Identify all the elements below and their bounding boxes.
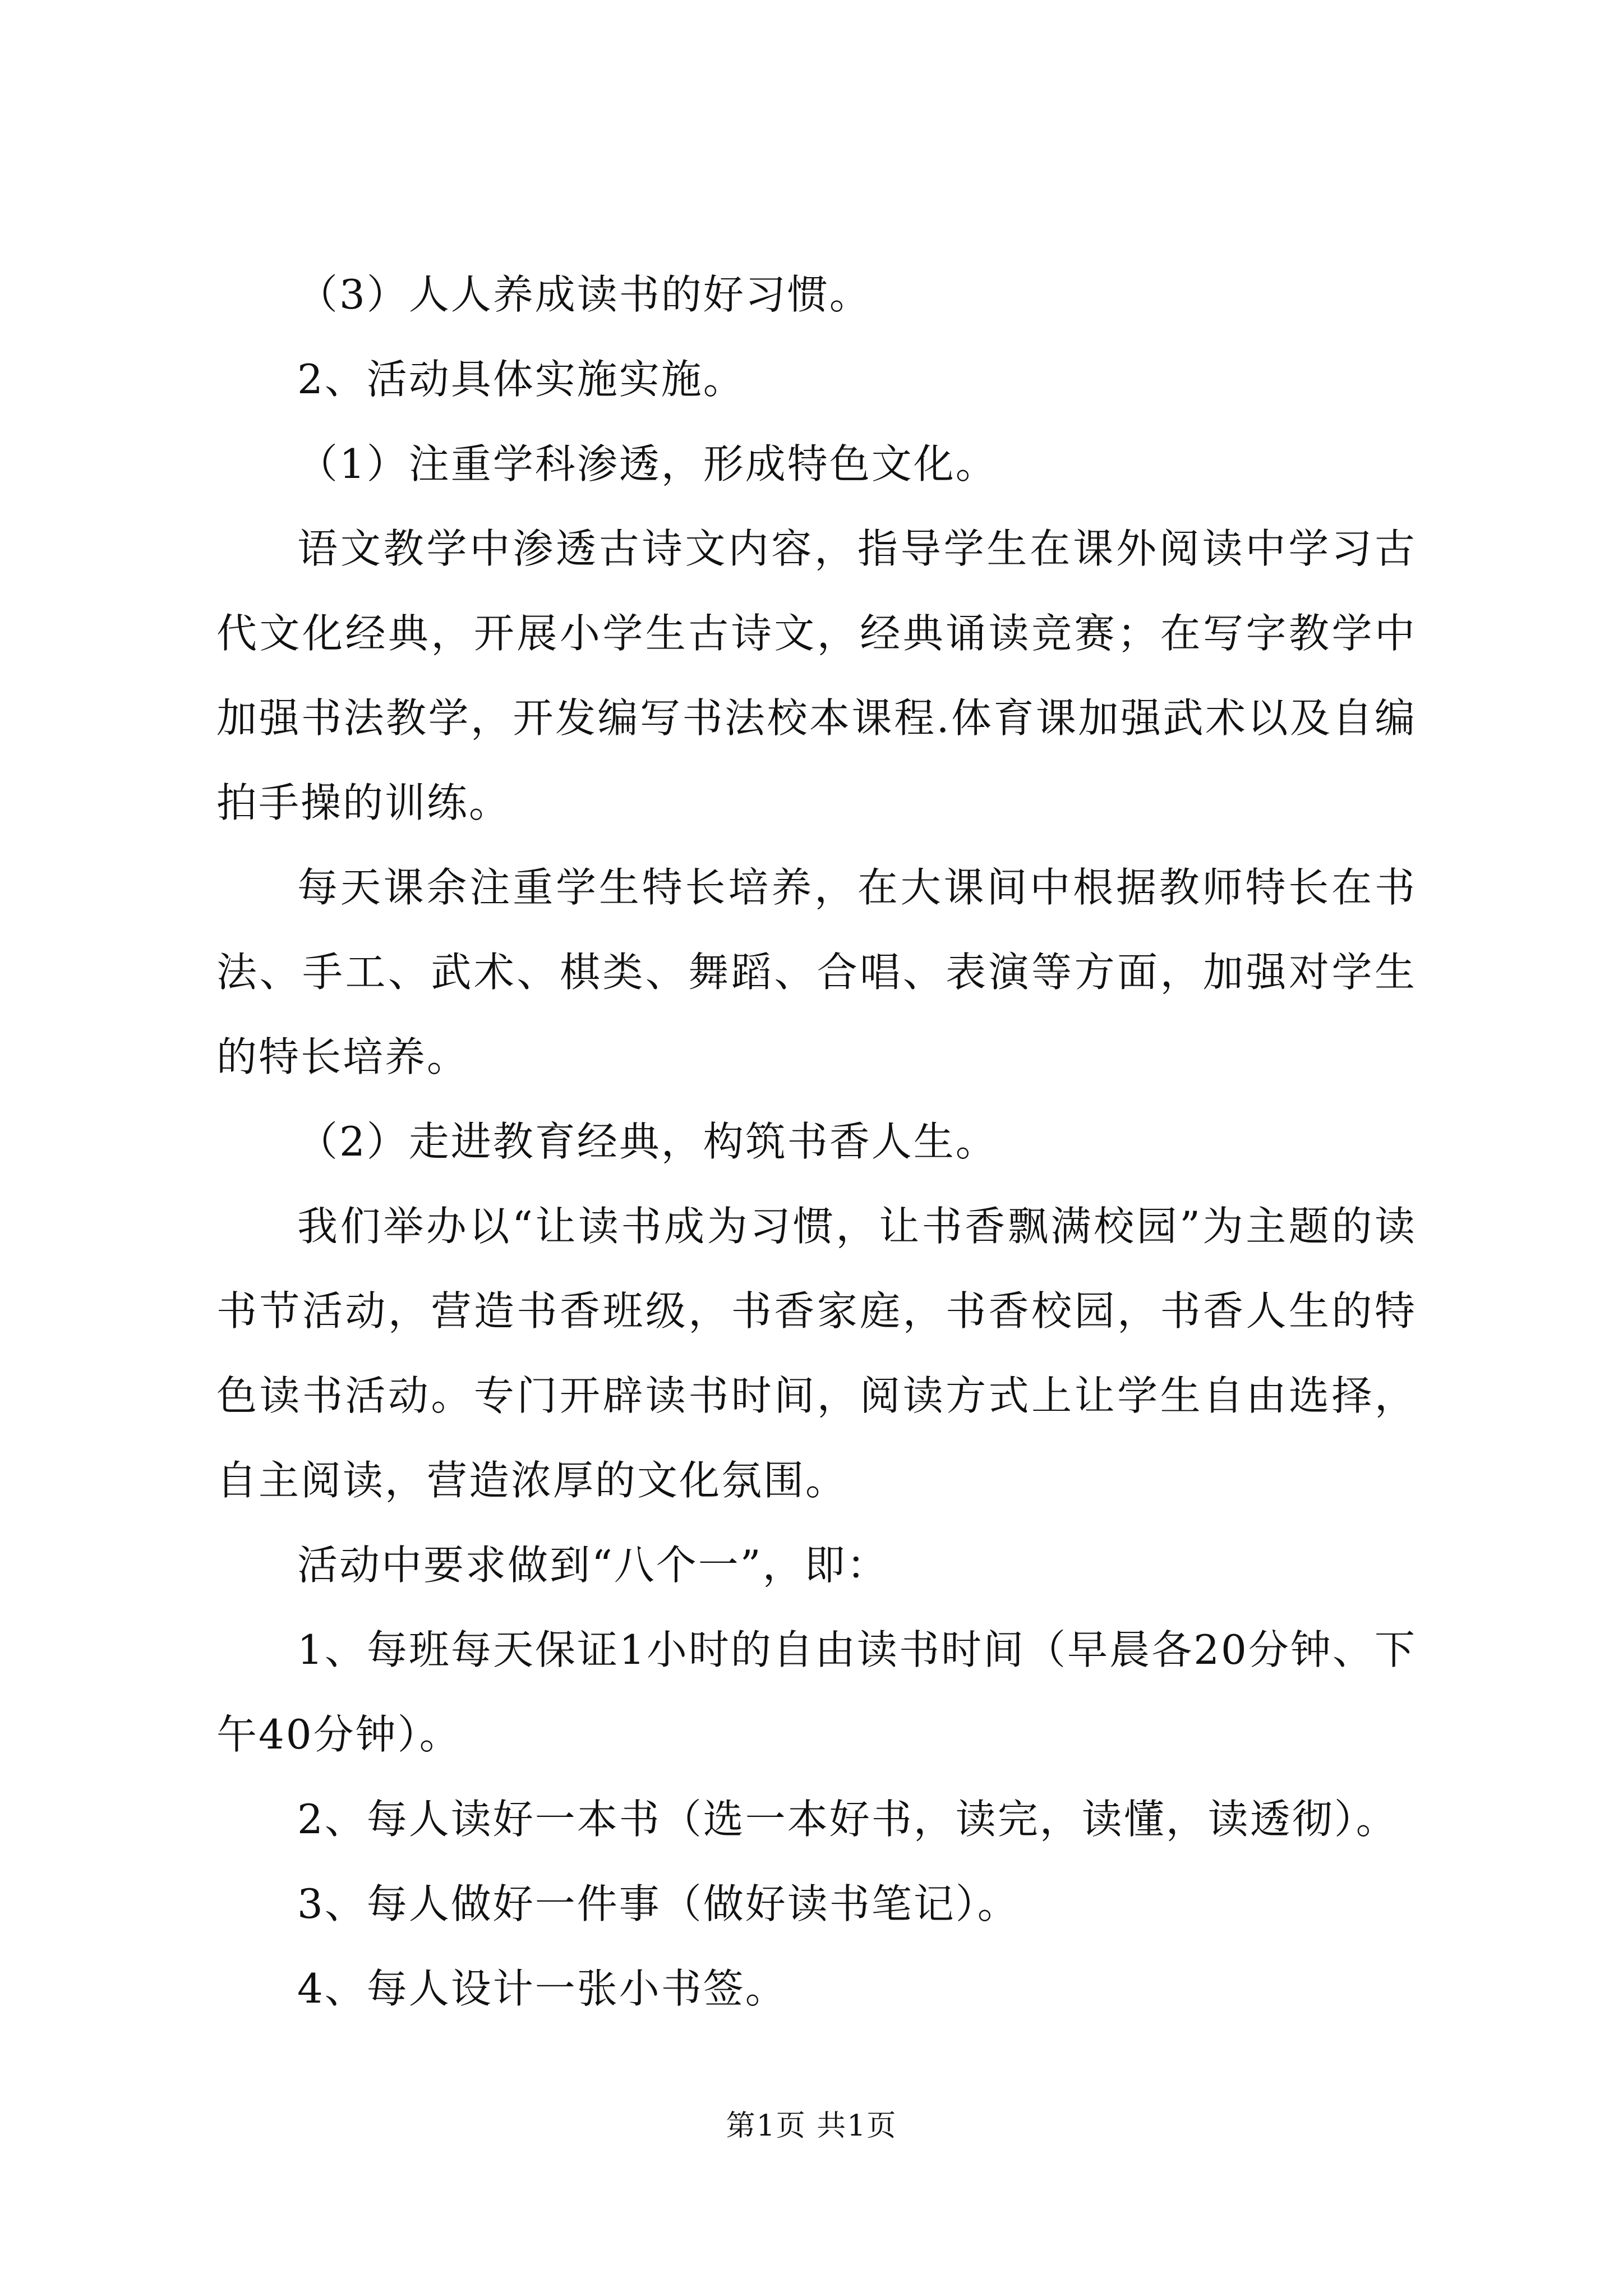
paragraph-eight-ones-intro: 活动中要求做到“八个一”，即： xyxy=(297,1542,889,1589)
list-item-2: 2、每人读好一本书（选一本好书，读完，读懂，读透彻）。 xyxy=(297,1796,1398,1843)
document-body xyxy=(216,252,1417,2031)
paragraph-talent-training: 每天课余注重学生特长培养，在大课间中根据教师特长在书法、手工、武术、棋类、舞蹈、合唱、表演等方面，加强对学生的特长培养。 xyxy=(216,864,1417,1080)
paragraph-subsection-2-heading: （2）走进教育经典，构筑书香人生。 xyxy=(297,1118,998,1165)
list-item-3: 3、每人做好一件事（做好读书笔记）。 xyxy=(297,1880,1020,1927)
list-item-1: 1、每班每天保证1小时的自由读书时间（早晨各20分钟、下午40分钟）。 xyxy=(216,1626,1417,1758)
paragraph-chinese-teaching: 语文教学中渗透古诗文内容，指导学生在课外阅读中学习古代文化经典，开展小学生古诗文，经典诵读竞赛；在写字教学中加强书法教学，开发编写书法校本课程.体育课加强武术以及自编拍手操的训练。 xyxy=(216,525,1417,826)
paragraph-subsection-1-heading: （1）注重学科渗透，形成特色文化。 xyxy=(297,440,998,487)
paragraph-section-2-heading: 2、活动具体实施实施。 xyxy=(297,356,745,403)
paragraph-reading-festival: 我们举办以“让读书成为习惯，让书香飘满校园”为主题的读书节活动，营造书香班级，书香家庭，书香校园，书香人生的特色读书活动。专门开辟读书时间，阅读方式上让学生自由选择，自主阅读，营造浓厚的文化氛围。 xyxy=(216,1203,1417,1504)
page-number-footer: 第1页 共1页 xyxy=(726,2109,897,2143)
list-item-4: 4、每人设计一张小书签。 xyxy=(297,1965,787,2012)
paragraph-goal-3: （3）人人养成读书的好习惯。 xyxy=(297,271,872,318)
